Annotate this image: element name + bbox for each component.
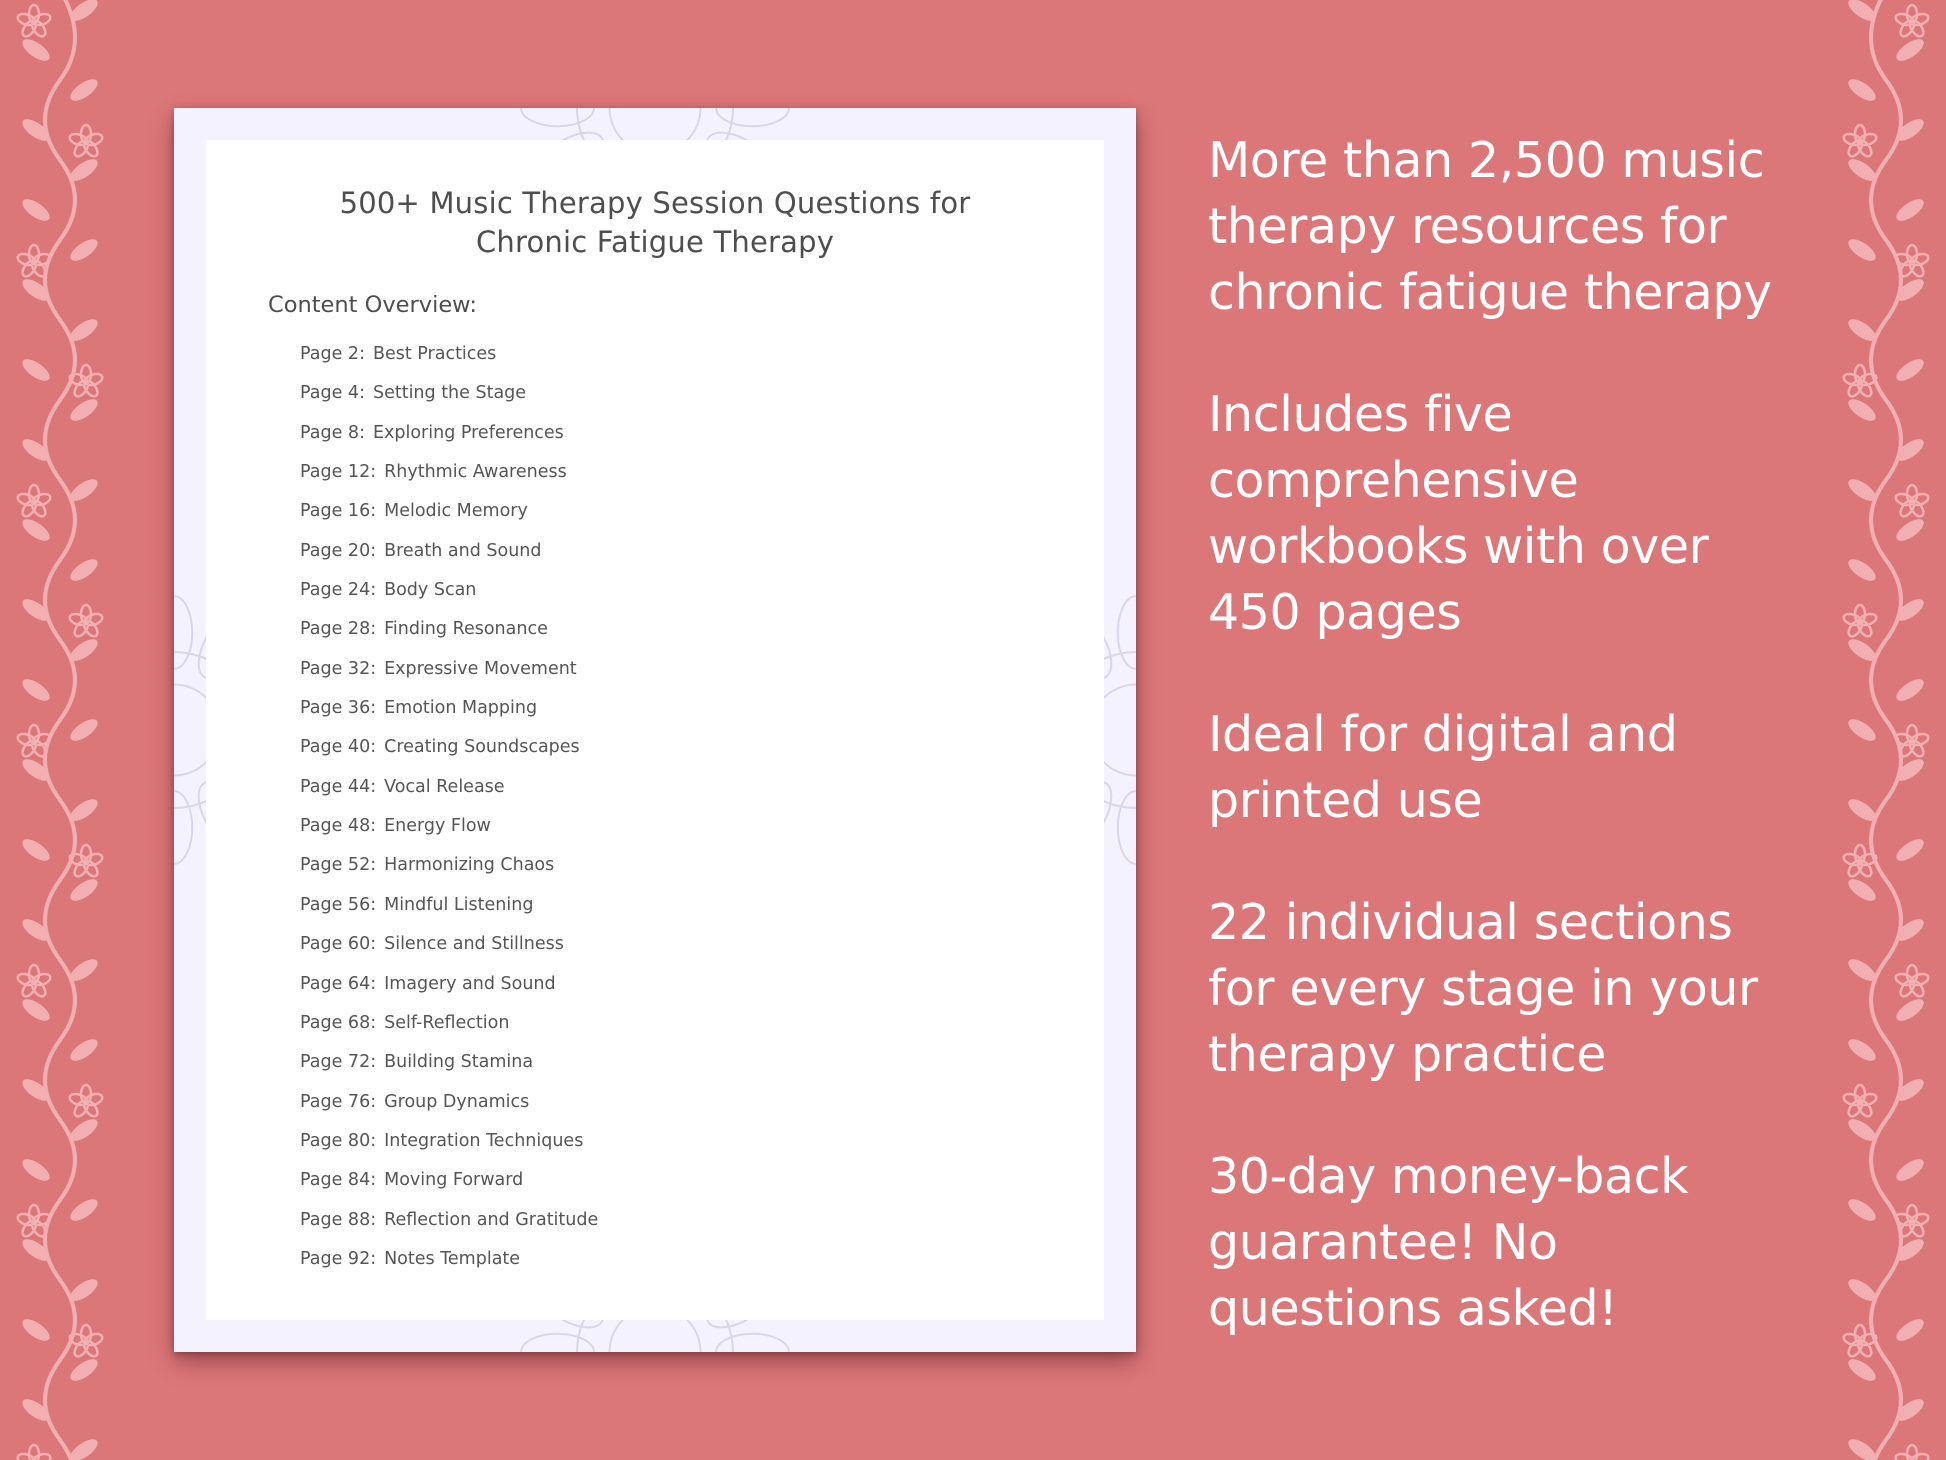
feature-line: guarantee! No xyxy=(1208,1214,1558,1271)
toc-topic: Moving Forward xyxy=(384,1170,524,1191)
document-title-line: Chronic Fatigue Therapy xyxy=(475,225,835,259)
toc-page-number: Page 20: xyxy=(300,540,377,561)
toc-entry xyxy=(300,816,598,855)
toc-entry xyxy=(300,619,598,658)
page-content xyxy=(206,140,1104,1320)
toc-page-number: Page 56: xyxy=(300,894,377,915)
toc-entry xyxy=(300,1131,598,1170)
toc-entry xyxy=(300,383,598,422)
feature-item xyxy=(1208,382,1928,646)
feature-line: 22 individual sections xyxy=(1208,894,1733,951)
toc-topic: Mindful Listening xyxy=(384,894,534,915)
feature-list xyxy=(1208,128,1928,1398)
toc-page-number: Page 4: xyxy=(300,383,365,404)
toc-entry xyxy=(300,462,598,501)
toc-topic: Reflection and Gratitude xyxy=(384,1209,599,1230)
toc-topic: Notes Template xyxy=(384,1248,521,1269)
toc-page-number: Page 16: xyxy=(300,501,377,522)
toc-entry xyxy=(300,974,598,1013)
toc-topic: Group Dynamics xyxy=(384,1091,530,1112)
toc-topic: Setting the Stage xyxy=(372,383,527,404)
toc-topic: Expressive Movement xyxy=(384,658,577,679)
toc-page-number: Page 80: xyxy=(300,1130,377,1151)
toc-page-number: Page 24: xyxy=(300,580,377,601)
toc-page-number: Page 68: xyxy=(300,1012,377,1033)
feature-line: questions asked! xyxy=(1208,1280,1618,1337)
feature-line: comprehensive xyxy=(1208,452,1579,509)
toc-topic: Building Stamina xyxy=(384,1052,534,1073)
toc-topic: Body Scan xyxy=(384,580,477,601)
toc-page-number: Page 76: xyxy=(300,1091,377,1112)
toc-page-number: Page 72: xyxy=(300,1052,377,1073)
feature-line: 450 pages xyxy=(1208,584,1462,641)
feature-item xyxy=(1208,128,1928,326)
toc-entry xyxy=(300,344,598,383)
toc-entry xyxy=(300,895,598,934)
feature-line: workbooks with over xyxy=(1208,518,1709,575)
toc-page-number: Page 84: xyxy=(300,1170,377,1191)
toc-page-number: Page 60: xyxy=(300,934,377,955)
toc-page-number: Page 64: xyxy=(300,973,377,994)
feature-line: printed use xyxy=(1208,772,1483,829)
toc-entry xyxy=(300,698,598,737)
toc-page-number: Page 44: xyxy=(300,776,377,797)
feature-line: Includes five xyxy=(1208,386,1513,443)
toc-page-number: Page 8: xyxy=(300,422,365,443)
toc-page-number: Page 48: xyxy=(300,816,377,837)
toc-entry xyxy=(300,1052,598,1091)
toc-topic: Harmonizing Chaos xyxy=(384,855,555,876)
toc-topic: Best Practices xyxy=(372,344,497,364)
toc-topic: Exploring Preferences xyxy=(372,422,564,443)
toc-topic: Finding Resonance xyxy=(384,619,548,640)
toc-page-number: Page 92: xyxy=(300,1248,377,1269)
toc-entry xyxy=(300,737,598,776)
toc-entry xyxy=(300,1092,598,1131)
toc-entry xyxy=(300,423,598,462)
toc-entry xyxy=(300,777,598,816)
toc-page-number: Page 36: xyxy=(300,698,377,719)
feature-line: More than 2,500 music xyxy=(1208,132,1765,189)
toc-page-number: Page 52: xyxy=(300,855,377,876)
toc-entry xyxy=(300,1249,598,1288)
toc-entry xyxy=(300,855,598,894)
document-title-line: 500+ Music Therapy Session Questions for xyxy=(339,186,971,220)
table-of-contents xyxy=(300,344,598,1288)
toc-entry xyxy=(300,501,598,540)
toc-page-number: Page 2: xyxy=(300,344,365,364)
feature-item xyxy=(1208,890,1928,1088)
toc-topic: Imagery and Sound xyxy=(384,973,556,994)
document-title xyxy=(206,184,1104,262)
toc-entry xyxy=(300,1210,598,1249)
floral-vine-left-icon xyxy=(0,0,130,1460)
toc-entry xyxy=(300,934,598,973)
toc-topic: Silence and Stillness xyxy=(384,934,564,955)
toc-topic: Creating Soundscapes xyxy=(384,737,580,758)
toc-entry xyxy=(300,541,598,580)
feature-line: Ideal for digital and xyxy=(1208,706,1678,763)
feature-item xyxy=(1208,1144,1928,1342)
toc-topic: Emotion Mapping xyxy=(384,698,538,719)
toc-entry xyxy=(300,1170,598,1209)
feature-line: for every stage in your xyxy=(1208,960,1758,1017)
feature-line: 30-day money-back xyxy=(1208,1148,1689,1205)
toc-page-number: Page 32: xyxy=(300,658,377,679)
toc-entry xyxy=(300,1013,598,1052)
feature-line: therapy resources for xyxy=(1208,198,1727,255)
toc-page-number: Page 12: xyxy=(300,462,377,483)
toc-topic: Breath and Sound xyxy=(384,540,542,561)
feature-line: chronic fatigue therapy xyxy=(1208,264,1772,321)
toc-entry xyxy=(300,580,598,619)
content-overview-label: Content Overview: xyxy=(268,292,477,318)
toc-entry xyxy=(300,659,598,698)
workbook-page-preview xyxy=(174,108,1136,1352)
toc-topic: Vocal Release xyxy=(384,776,505,797)
toc-page-number: Page 28: xyxy=(300,619,377,640)
toc-topic: Self-Reflection xyxy=(384,1012,510,1033)
toc-topic: Rhythmic Awareness xyxy=(384,462,567,483)
toc-topic: Energy Flow xyxy=(384,816,491,837)
toc-page-number: Page 88: xyxy=(300,1209,377,1230)
toc-topic: Integration Techniques xyxy=(384,1130,584,1151)
toc-topic: Melodic Memory xyxy=(384,501,528,522)
feature-item xyxy=(1208,702,1928,834)
toc-page-number: Page 40: xyxy=(300,737,377,758)
feature-line: therapy practice xyxy=(1208,1026,1606,1083)
